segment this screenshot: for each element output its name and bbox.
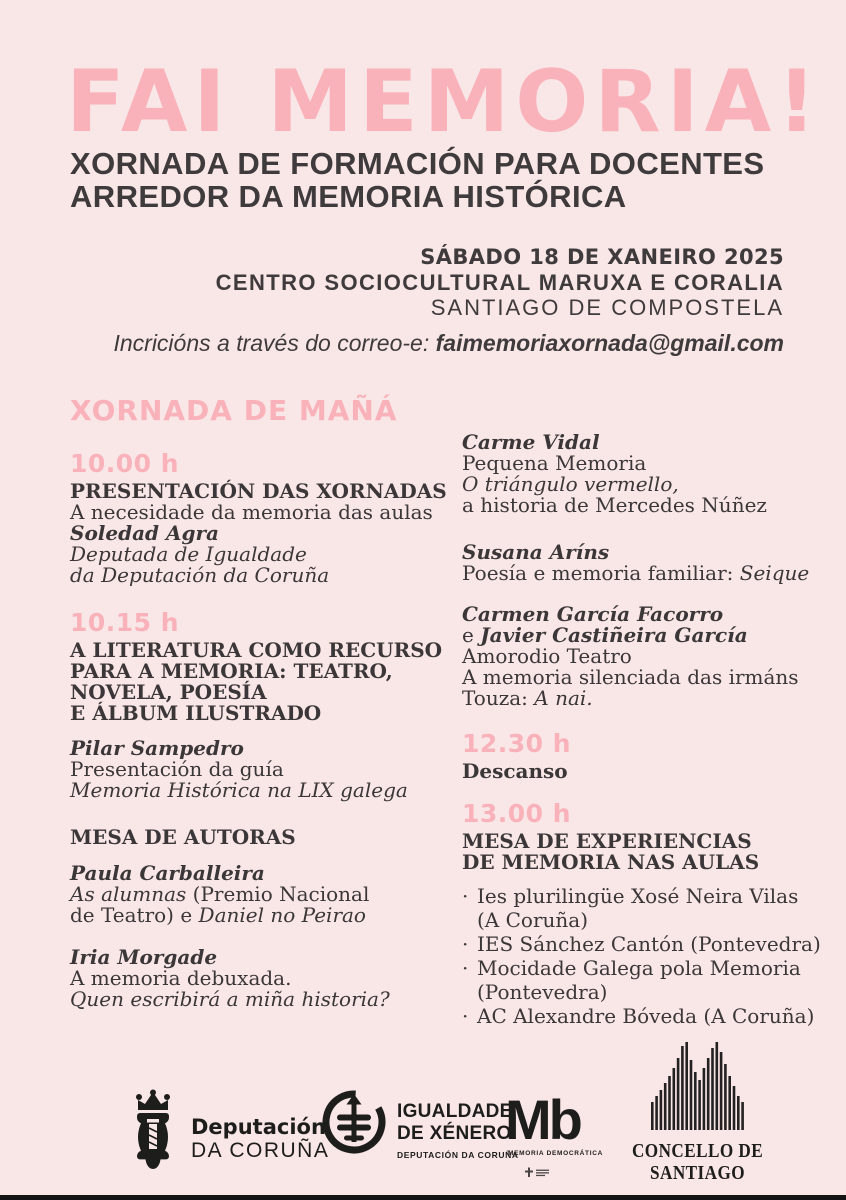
concello-line2: SANTIAGO (650, 1163, 746, 1184)
slot-1000-time: 10.00 h (70, 449, 180, 478)
slot-1230-time: 12.30 h (462, 729, 572, 758)
igualdade-logo-text (397, 1088, 519, 1161)
entry2-line-text: Poesía e memoria familiar: (462, 561, 740, 585)
author1-work1: As alumnas (70, 882, 187, 906)
slot-1015-time: 10.15 h (70, 608, 180, 637)
slot-1000-speaker: Soledad Agra (70, 521, 219, 545)
slot-1015-title-line2: PARA A MEMORIA: TEATRO, (70, 659, 393, 683)
list-item (462, 884, 826, 932)
slot-1000-line: A necesidade da memoria das aulas (70, 500, 433, 524)
experience-list (462, 884, 826, 1028)
morning-section-heading: XORNADA DE MAÑÁ (70, 394, 398, 427)
bullet-marker: · (462, 956, 469, 980)
author-paula-carballeira (70, 863, 450, 926)
slot-1000 (70, 449, 450, 586)
author1-plain2: de Teatro) e (70, 903, 199, 927)
cathedral-spires-icon (650, 1042, 747, 1135)
logo-memoria-democratica (505, 1088, 604, 1183)
deputacion-crest-icon (126, 1088, 180, 1175)
entry2-name: Susana Aríns (462, 540, 610, 564)
slot-1230-title: Descanso (462, 759, 568, 783)
igualdade-line2: DE XÉNERO (397, 1123, 512, 1144)
slot-1015-work: Memoria Histórica na LIX galega (70, 778, 408, 802)
event-date: SÁBADO 18 DE XANEIRO 2025 (420, 245, 784, 269)
entry3-line3-prefix: Touza: (462, 686, 535, 710)
gender-equality-icon (320, 1088, 388, 1161)
slot-1015-speaker: Pilar Sampedro (70, 736, 244, 760)
entry1-line1: Pequena Memoria (462, 451, 647, 475)
list-item (462, 1004, 826, 1028)
entry3-name2-line (462, 625, 826, 646)
deputacion-place: DA CORUÑA (191, 1139, 330, 1162)
subtitle-line-2: ARREDOR DA MEMORIA HISTÓRICA (70, 179, 627, 214)
entry1-line3: a historia de Mercedes Núñez (462, 493, 767, 517)
author-iria-morgade (70, 947, 450, 1010)
subtitle-line-1: XORNADA DE FORMACIÓN PARA DOCENTES (70, 146, 765, 181)
slot-1300-title-line2: DE MEMORIA NAS AULAS (462, 850, 760, 874)
bullet-marker: · (462, 932, 469, 956)
entry3-name2: Javier Castiñeira García (480, 623, 748, 647)
author1-rest1: (Premio Nacional (186, 882, 370, 906)
bullet3-line1: Mocidade Galega pola Memoria (477, 956, 801, 980)
entry1-name: Carme Vidal (462, 430, 600, 454)
slot-1015-title-line1: A LITERATURA COMO RECURSO (70, 638, 443, 662)
slot-1015-speaker-block (70, 738, 450, 801)
logo-deputacion-da-coruna (126, 1088, 329, 1175)
slot-1300-time: 13.00 h (462, 799, 572, 828)
bullet2-line1: IES Sánchez Cantón (Pontevedra) (477, 932, 821, 956)
entry3-work: A nai. (534, 686, 593, 710)
event-info (64, 245, 784, 320)
list-item (462, 932, 826, 956)
bottom-edge-bar (0, 1195, 846, 1200)
slot-1015-title-line3: NOVELA, POESÍA (70, 680, 267, 704)
author2-line: A memoria debuxada. (70, 966, 292, 990)
inscription-prefix: Incricións a través do correo-e: (113, 330, 436, 356)
slot-1015-desc: Presentación da guía (70, 757, 284, 781)
entry3-prefix: e (462, 623, 481, 647)
entry3-name1: Carmen García Facorro (462, 602, 724, 626)
slot-1300-title-line1: MESA DE EXPERIENCIAS (462, 829, 752, 853)
author2-question: Quen escribirá a miña historia? (70, 987, 390, 1011)
poster-title: FAI MEMORIA! (66, 52, 823, 152)
concello-logo-text (632, 1141, 763, 1185)
event-city: SANTIAGO DE COMPOSTELA (430, 295, 784, 320)
deputacion-logo-text (191, 1088, 329, 1175)
event-venue: CENTRO SOCIOCULTURAL MARUXA E CORALIA (215, 270, 784, 295)
mesa-autoras-heading: MESA DE AUTORAS (70, 825, 296, 849)
bullet-marker: · (462, 884, 469, 908)
poster-subtitle (70, 147, 800, 213)
author1-works-line2 (70, 905, 450, 926)
deputacion-name: Deputación (191, 1115, 326, 1139)
entry-amorodio-teatro (462, 604, 826, 709)
xunta-mini-mark-icon (525, 1165, 551, 1183)
slot-1000-role-line2: da Deputación da Coruña (70, 563, 330, 587)
schedule-column-right (462, 432, 826, 1028)
entry3-line3 (462, 688, 826, 709)
logo-igualdade-de-xenero (320, 1088, 519, 1161)
entry1-work: O triángulo vermello, (462, 472, 679, 496)
author1-name: Paula Carballeira (70, 861, 265, 885)
author2-name: Iria Morgade (70, 945, 218, 969)
bullet-marker: · (462, 1004, 469, 1028)
inscription-email: faimemoriaxornada@gmail.com (435, 330, 784, 356)
mesa-autoras (70, 827, 450, 1010)
slot-1015 (70, 608, 450, 801)
igualdade-line1: IGUALDADE (397, 1101, 513, 1122)
entry3-line2: A memoria silenciada das irmáns (462, 665, 799, 689)
slot-1000-title: PRESENTACIÓN DAS XORNADAS (70, 479, 447, 503)
slot-1300 (462, 799, 826, 1028)
schedule-column-left (70, 449, 450, 1010)
author1-work2: Daniel no Peirao (198, 903, 366, 927)
inscription-line (24, 330, 784, 357)
bullet4-line1: AC Alexandre Bóveda (A Coruña) (477, 1004, 815, 1028)
slot-1015-title-line4: E ÁLBUM ILUSTRADO (70, 701, 322, 725)
slot-1000-role-line1: Deputada de Igualdade (70, 542, 307, 566)
slot-1230 (462, 729, 826, 782)
entry-susana-arins (462, 542, 826, 584)
igualdade-sub: DEPUTACIÓN DA CORUÑA (397, 1150, 519, 1160)
memoria-democratica-caption: MEMORIA DEMOCRÁTICA (508, 1150, 604, 1157)
concello-line1: CONCELLO DE (632, 1141, 764, 1162)
bullet3-line2: (Pontevedra) (477, 980, 608, 1004)
entry3-line1: Amorodio Teatro (462, 644, 632, 668)
bullet1-line2: (A Coruña) (477, 908, 588, 932)
entry2-work: Seique (739, 561, 810, 585)
list-item (462, 956, 826, 1004)
entry-carme-vidal (462, 432, 826, 516)
author1-works-line1 (70, 884, 450, 905)
bullet1-line1: Ies plurilingüe Xosé Neira Vilas (477, 884, 799, 908)
logo-concello-de-santiago (608, 1042, 788, 1185)
memoria-democratica-letters: Mb (505, 1088, 580, 1151)
entry2-line (462, 563, 826, 584)
